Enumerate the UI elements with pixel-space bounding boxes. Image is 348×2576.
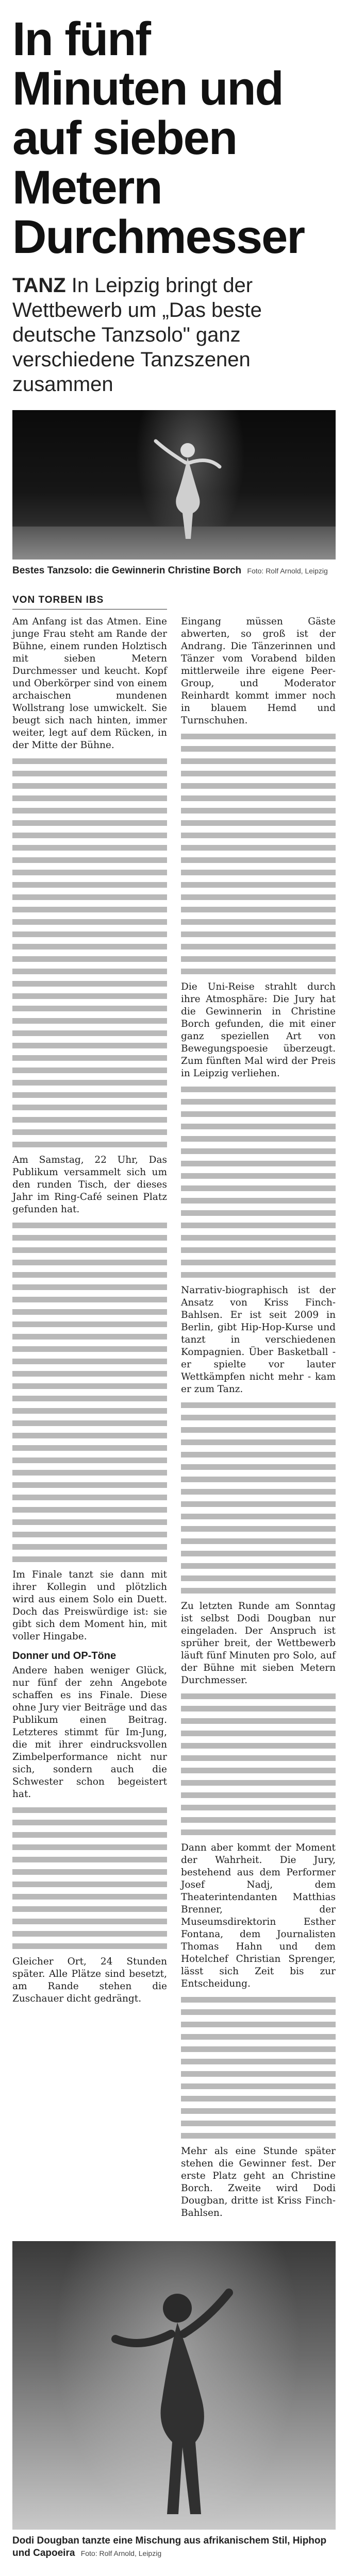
body-text-block (181, 1693, 336, 1835)
lede-text: In Leipzig bringt der Wettbewerb um „Das beste deutsche Tanzsolo" ganz verschiedene Tanzszenen zusammen (12, 274, 262, 396)
dancer-silhouette-icon (105, 2272, 239, 2519)
lede (12, 273, 336, 397)
body-text-block (181, 1087, 336, 1278)
bottom-photo-caption (12, 2535, 336, 2560)
paragraph: Gleicher Ort, 24 Stunden später. Alle Plätze sind besetzt, am Rande stehen die Zuschauer dicht gedrängt. (12, 1956, 167, 2004)
paragraph: Im Finale tanzt sie dann mit ihrer Kollegin und plötzlich wird aus einem Solo ein Duett. Doch das Preiswürdige ist: sie gibt sich dem Moment hin, mit voller Hingabe. (12, 1569, 167, 1642)
caption-text: Bestes Tanzsolo: die Gewinnerin Christine Borch (12, 565, 242, 576)
paragraph: Am Anfang ist das Atmen. Eine junge Frau steht am Rande der Bühne, einem runden Holztisch mit sieben Metern Durchmesser und keucht. Kopf und Oberkörper sind von einem archaischen mundenen Wollstrang lose umwickelt. Sie beugt sich nach hinten, immer weiter, legt auf dem Rücken, in der Mitte der Bühne. (12, 616, 167, 751)
body-text-block (12, 1807, 167, 1949)
body-text-block (12, 1223, 167, 1562)
body-text-block (181, 1997, 336, 2139)
paragraph: Dann aber kommt der Moment der Wahrheit. Die Jury, bestehend aus dem Performer Josef Nadj, dem Theaterintendanten Matthias Brenner, der Museumsdirektorin Esther Fontana, dem Journalisten Thomas Hahn und dem Hotelchef Christian Sprenger, lässt sich Zeit bis zur Entscheidung. (181, 1842, 336, 1989)
photo-credit: Foto: Rolf Arnold, Leipzig (80, 2549, 162, 2557)
paragraph: Am Samstag, 22 Uhr, Das Publikum versammelt sich um den runden Tisch, der dieses Jahr im Ring-Café seinen Platz gefunden hat. (12, 1155, 167, 1215)
top-photo-caption (12, 565, 336, 577)
paragraph: Narrativ-biographisch ist der Ansatz von Kriss Finch-Bahlsen. Er ist seit 2009 in Berlin, gibt Hip-Hop-Kurse und tanzt in verschiedenen Kompagnien. Über Basketball - er spielte vor lauter Wettkämpfen nicht mehr - kam er zum Tanz. (181, 1285, 336, 1395)
caption-text: Dodi Dougban tanzte eine Mischung aus afrikanischem Stil, Hiphop und Capoeira (12, 2535, 327, 2558)
paragraph: Zu letzten Runde am Sonntag ist selbst Dodi Dougban nur eingeladen. Der Anspruch ist sprüher breit, der Wettbewerb läuft fünf Minuten pro Solo, auf der Bühne mit sieben Metern Durchmesser. (181, 1601, 336, 1686)
top-photo (12, 410, 336, 560)
subhead: Donner und OP-Töne (12, 1650, 117, 1662)
article-body (12, 616, 336, 2223)
paragraph: Mehr als eine Stunde später stehen die Gewinner fest. Der erste Platz geht an Christine Borch. Zweite wird Dodi Dougban, dritte ist Kriss Finch-Bahlsen. (181, 2146, 336, 2218)
byline: VON TORBEN IBS (12, 595, 167, 609)
right-column (181, 616, 336, 2223)
paragraph: Eingang müssen Gäste abwerten, so groß ist der Andrang. Die Tänzerinnen und Tänzer vom Vorabend bilden mittlerweile ihre eigene Peer-Group, und Moderator Reinhardt kommt immer noch in blauem Hemd und Turnschuhen. (181, 616, 336, 726)
photo-credit: Foto: Rolf Arnold, Leipzig (247, 567, 328, 575)
body-text-block (12, 758, 167, 1147)
left-column (12, 616, 167, 2223)
body-text-block (181, 734, 336, 974)
paragraph: Die Uni-Reise strahlt durch ihre Atmosphäre: Die Jury hat die Gewinnerin in Christine Borch gefunden, die mit einer ganz speziellen Art von Bewegungspoesie überzeugt. Zum fünften Mal wird der Preis in Leipzig verliehen. (181, 981, 336, 1079)
paragraph: Andere haben weniger Glück, nur fünf der zehn Angebote schaffen es ins Finale. Diese ohne Jury vier Beiträge und das Publikum einen Beitrag. Letzteres stimmt für Im-Jung, die mit ihrer eindrucksvollen Zimbelperformance nicht nur sich, sondern auch die Schwester schon begeistert hat. (12, 1665, 167, 1800)
bottom-photo (12, 2241, 336, 2530)
body-text-block (181, 1402, 336, 1594)
headline: In fünf Minuten und auf sieben Metern Durchmesser (12, 13, 305, 263)
lede-kicker: TANZ (12, 274, 66, 297)
dancer-silhouette-icon (152, 431, 224, 544)
